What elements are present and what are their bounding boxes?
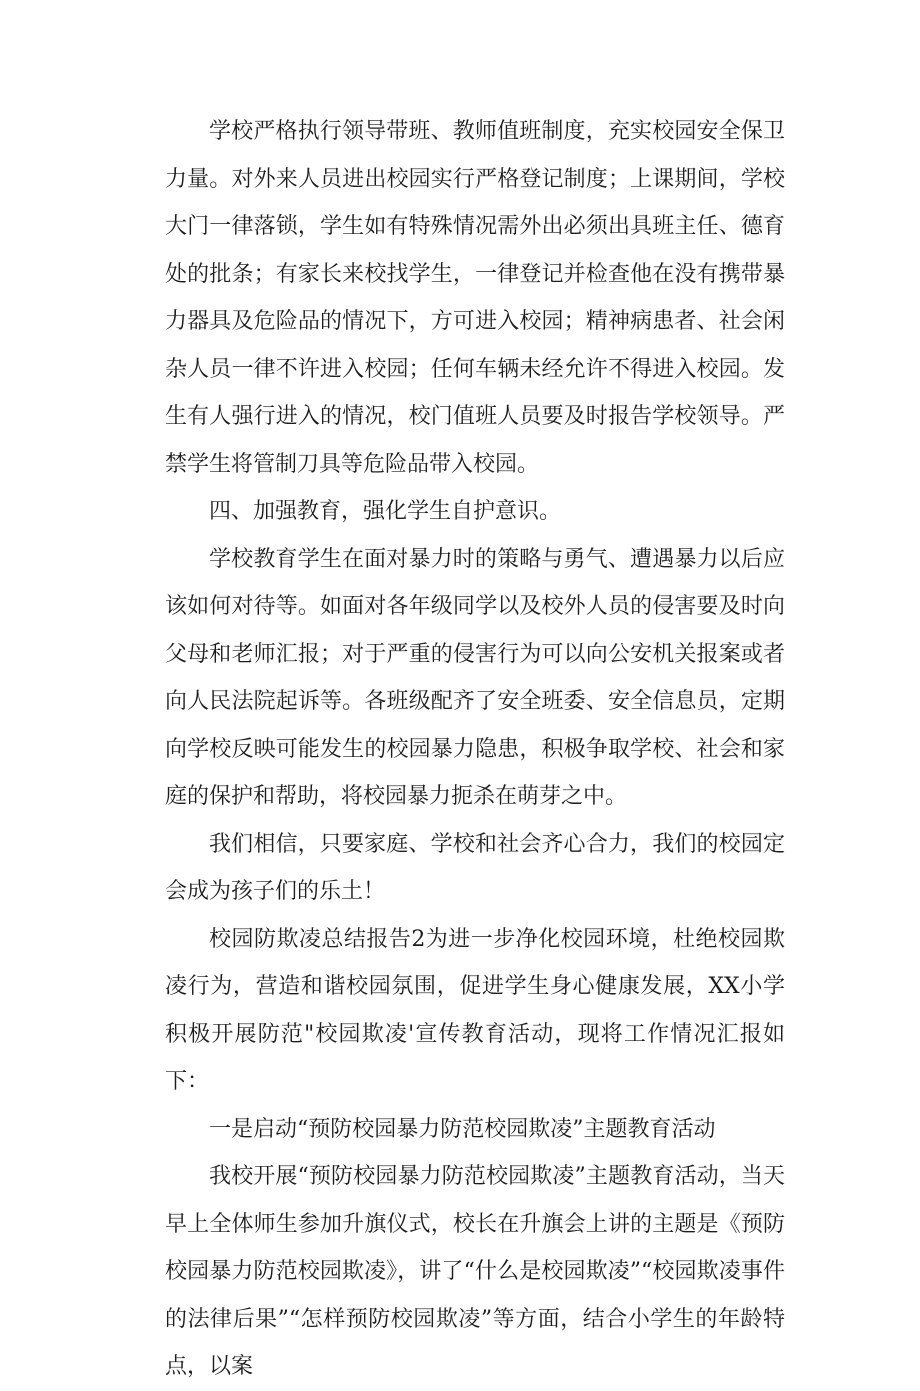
paragraph-conclusion: 我们相信，只要家庭、学校和社会齐心合力，我们的校园定会成为孩子们的乐土！ <box>165 831 785 904</box>
document-body <box>165 108 785 1391</box>
section-heading-education: 四、加强教育，强化学生自护意识。 <box>209 499 562 524</box>
paragraph-report-2-intro: 校园防欺凌总结报告2为进一步净化校园环境，杜绝校园欺凌行为，营造和谐校园氛围，促进学生身心健康发展，XX小学积极开展防范"校园欺凌'宣传教育活动，现将工作情况汇报如下： <box>165 926 785 1094</box>
paragraph-activity-details: 我校开展“预防校园暴力防范校园欺凌”主题教育活动，当天早上全体师生参加升旗仪式，校长在升旗会上讲的主题是《预防校园暴力防范校园欺凌》，讲了“什么是校园欺凌”“校园欺凌事件的法律后果”“怎样预防校园欺凌”等方面，结合小学生的年龄特点，以案 <box>165 1164 785 1379</box>
paragraph-campus-security: 学校严格执行领导带班、教师值班制度，充实校园安全保卫力量。对外来人员进出校园实行严格登记制度；上课期间，学校大门一律落锁，学生如有特殊情况需外出必须出具班主任、德育处的批条；有家长来校找学生，一律登记并检查他在没有携带暴力器具及危险品的情况下，方可进入校园；精神病患者、社会闲杂人员一律不许进入校园；任何车辆未经允许不得进入校园。发生有人强行进入的情况，校门值班人员要及时报告学校领导。严禁学生将管制刀具等危险品带入校园。 <box>165 119 785 477</box>
paragraph-student-education: 学校教育学生在面对暴力时的策略与勇气、遭遇暴力以后应该如何对待等。如面对各年级同学以及校外人员的侵害要及时向父母和老师汇报；对于严重的侵害行为可以向公安机关报案或者向人民法院起诉等。各班级配齐了安全班委、安全信息员，定期向学校反映可能发生的校园暴力隐患，积极争取学校、社会和家庭的保护和帮助，将校园暴力扼杀在萌芽之中。 <box>165 546 785 809</box>
section-heading-activity: 一是启动“预防校园暴力防范校园欺凌”主题教育活动 <box>209 1116 716 1142</box>
